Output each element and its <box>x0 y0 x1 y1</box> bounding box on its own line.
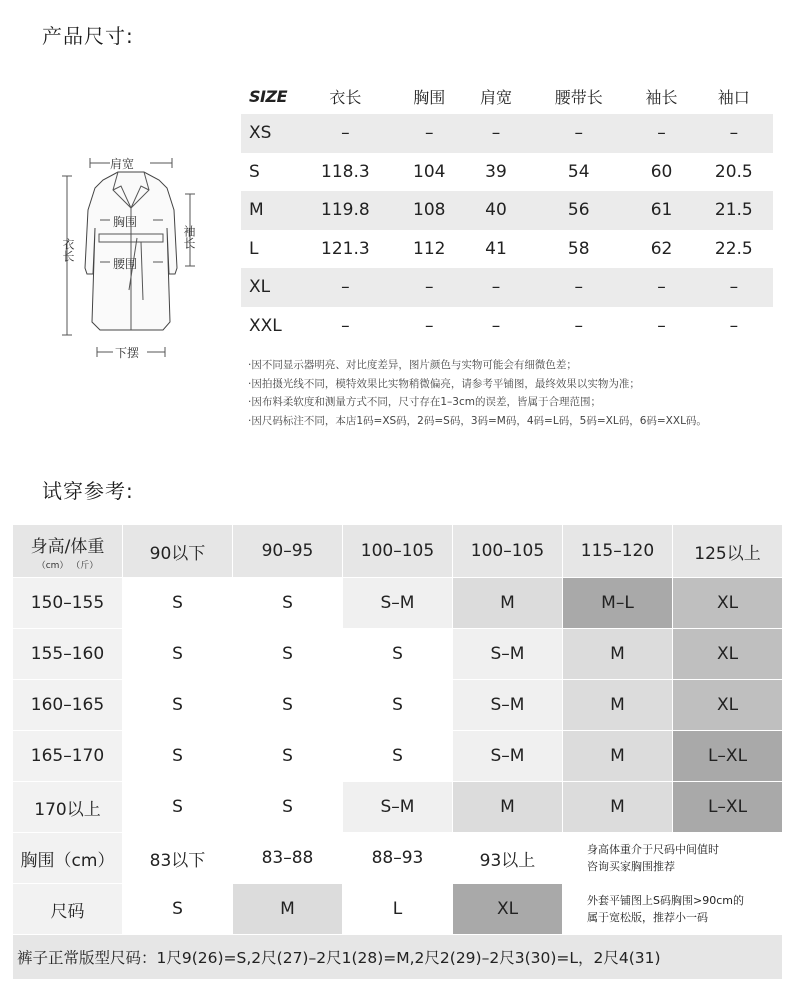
size-cell: 119.8 <box>295 191 396 230</box>
chest-cell: 83–88 <box>233 833 343 884</box>
fit-cell: S <box>343 629 453 680</box>
size-cell: – <box>628 114 694 153</box>
fit-section-title: 试穿参考: <box>42 479 134 503</box>
fit-row <box>13 680 783 731</box>
fit-cell: S <box>233 629 343 680</box>
chest-note <box>563 833 783 884</box>
height-label: 165–170 <box>13 731 123 782</box>
chest-cell: 83以下 <box>123 833 233 884</box>
size-cell: – <box>529 268 628 307</box>
size-cell: 61 <box>628 191 694 230</box>
chest-row <box>13 833 783 884</box>
size-section-title: 产品尺寸: <box>42 24 134 48</box>
size-note-line: 外套平铺图上S码胸围>90cm的 <box>587 894 744 907</box>
fit-cell: XL <box>673 680 783 731</box>
label-waist: 腰围 <box>113 257 138 271</box>
weight-header: 100–105 <box>453 525 563 578</box>
chest-cell: 88–93 <box>343 833 453 884</box>
size-cell: – <box>628 268 694 307</box>
size-code-cell: S <box>123 884 233 935</box>
size-cell: XS <box>241 114 295 153</box>
size-cell: 56 <box>529 191 628 230</box>
size-code-cell: L <box>343 884 453 935</box>
fit-corner <box>13 525 123 578</box>
height-label: 170以上 <box>13 782 123 833</box>
weight-header: 90–95 <box>233 525 343 578</box>
size-cell: – <box>463 114 529 153</box>
size-row <box>241 114 773 153</box>
size-header-cell: 袖长 <box>645 87 678 107</box>
size-cell: – <box>295 268 396 307</box>
note-line: ·因拍摄光线不同，模特效果比实物稍微偏亮，请参考平铺图，最终效果以实物为准； <box>248 377 640 390</box>
chest-note-line: 咨询买家胸围推荐 <box>587 860 675 873</box>
size-row <box>241 307 773 346</box>
fit-corner-label: 身高/体重 <box>30 536 105 557</box>
size-cell: 41 <box>485 238 507 259</box>
size-cell: 20.5 <box>714 161 753 182</box>
size-cell: – <box>574 315 583 336</box>
size-row <box>241 230 773 269</box>
size-cell: – <box>491 315 501 336</box>
size-cell: 108 <box>396 191 463 230</box>
size-cell: – <box>529 114 628 153</box>
height-label: 155–160 <box>13 629 123 680</box>
note-line: ·因尺码标注不同，本店1码=XS码，2码=S码，3码=M码，4码=L码，5码=XL码，6码=XXL码。 <box>248 414 707 427</box>
size-code-label: 尺码 <box>13 884 123 935</box>
fit-cell: M <box>563 782 673 833</box>
size-cell: 104 <box>413 161 446 182</box>
size-cell: 40 <box>463 191 529 230</box>
fit-cell: L–XL <box>673 731 783 782</box>
fit-cell: M <box>563 629 673 680</box>
size-cell: XL <box>241 268 295 307</box>
label-hem: 下摆 <box>115 346 140 360</box>
fit-corner-units: （cm） （斤） <box>36 560 99 571</box>
fit-cell: S <box>123 731 233 782</box>
size-header-cell: 衣长 <box>329 87 362 107</box>
fit-row <box>13 629 783 680</box>
size-cell: M <box>241 191 295 230</box>
fit-header-row <box>13 525 783 578</box>
size-row <box>241 191 773 230</box>
size-cell: 121.3 <box>321 238 370 259</box>
size-cell: 62 <box>650 238 673 259</box>
label-length: 衣长 <box>61 238 75 262</box>
size-cell: 58 <box>567 238 590 259</box>
fit-cell: S–M <box>453 731 563 782</box>
size-table <box>241 78 773 345</box>
fit-row <box>13 731 783 782</box>
size-code-cell: XL <box>453 884 563 935</box>
fit-cell: S <box>343 731 453 782</box>
fit-table <box>12 524 783 980</box>
pants-row <box>13 935 783 980</box>
size-table-header <box>241 78 773 114</box>
size-cell: – <box>695 268 773 307</box>
size-cell: – <box>295 114 396 153</box>
size-cell: – <box>341 315 350 336</box>
weight-header: 100–105 <box>343 525 453 578</box>
weight-header: 125以上 <box>673 525 783 578</box>
fit-cell: S <box>233 578 343 629</box>
fit-cell: S <box>233 680 343 731</box>
fit-cell: M <box>563 680 673 731</box>
fit-cell: L–XL <box>673 782 783 833</box>
size-code-cell: M <box>233 884 343 935</box>
fit-cell: M <box>453 578 563 629</box>
height-label: 150–155 <box>13 578 123 629</box>
pants-size-text: 裤子正常版型尺码：1尺9(26)=S,2尺(27)–2尺1(28)=M,2尺2(29)–2尺3(30)=L，2尺4(31) <box>13 935 783 980</box>
size-header-cell: 胸围 <box>413 87 446 107</box>
fit-row <box>13 578 783 629</box>
fit-cell: M <box>563 731 673 782</box>
size-cell: L <box>249 238 259 259</box>
note-line: ·因布料柔软度和测量方式不同，尺寸存在1–3cm的误差，皆属于合理范围； <box>248 396 601 409</box>
size-header-cell: 肩宽 <box>479 87 512 107</box>
size-cell: 21.5 <box>695 191 773 230</box>
fit-cell: S <box>343 680 453 731</box>
fit-cell: S <box>233 731 343 782</box>
size-cell: 22.5 <box>714 238 753 259</box>
fit-cell: M <box>453 782 563 833</box>
size-cell: – <box>425 315 434 336</box>
size-notes <box>248 356 707 430</box>
fit-cell: S–M <box>343 578 453 629</box>
label-sleeve: 袖长 <box>182 225 196 249</box>
size-cell: 118.3 <box>321 161 370 182</box>
note-line: ·因不同显示器明亮、对比度差异，图片颜色与实物可能会有细微色差； <box>248 359 577 371</box>
fit-cell: XL <box>673 629 783 680</box>
size-cell: 39 <box>485 161 507 182</box>
size-note-line: 属于宽松版，推荐小一码 <box>587 911 708 924</box>
size-cell: 60 <box>650 161 673 182</box>
fit-cell: S <box>233 782 343 833</box>
chest-label: 胸围（cm） <box>13 833 123 884</box>
size-cell: 54 <box>567 161 590 182</box>
fit-cell: S <box>123 578 233 629</box>
size-cell: S <box>249 161 260 182</box>
size-cell: – <box>657 315 666 336</box>
weight-header: 90以下 <box>123 525 233 578</box>
fit-cell: M–L <box>563 578 673 629</box>
size-cell: – <box>396 268 463 307</box>
fit-cell: S–M <box>453 629 563 680</box>
size-header-cell: SIZE <box>249 86 288 106</box>
size-cell: – <box>695 114 773 153</box>
size-cell: – <box>729 315 739 336</box>
size-cell: XXL <box>249 315 282 336</box>
size-cell: – <box>396 114 463 153</box>
size-code-note <box>563 884 783 935</box>
chest-note-line: 身高体重介于尺码中间值时 <box>587 843 719 856</box>
size-code-row <box>13 884 783 935</box>
size-cell: – <box>463 268 529 307</box>
weight-header: 115–120 <box>563 525 673 578</box>
size-header-cell: 腰带长 <box>554 87 603 107</box>
height-label: 160–165 <box>13 680 123 731</box>
fit-cell: XL <box>673 578 783 629</box>
label-chest: 胸围 <box>113 215 138 229</box>
fit-cell: S <box>123 782 233 833</box>
size-row <box>241 153 773 192</box>
chest-cell: 93以上 <box>453 833 563 884</box>
size-cell: 112 <box>413 238 446 259</box>
size-header-cell: 袖口 <box>717 87 750 107</box>
fit-row <box>13 782 783 833</box>
fit-cell: S <box>123 629 233 680</box>
fit-cell: S–M <box>453 680 563 731</box>
fit-cell: S–M <box>343 782 453 833</box>
size-row <box>241 268 773 307</box>
fit-cell: S <box>123 680 233 731</box>
label-shoulder: 肩宽 <box>110 157 135 171</box>
